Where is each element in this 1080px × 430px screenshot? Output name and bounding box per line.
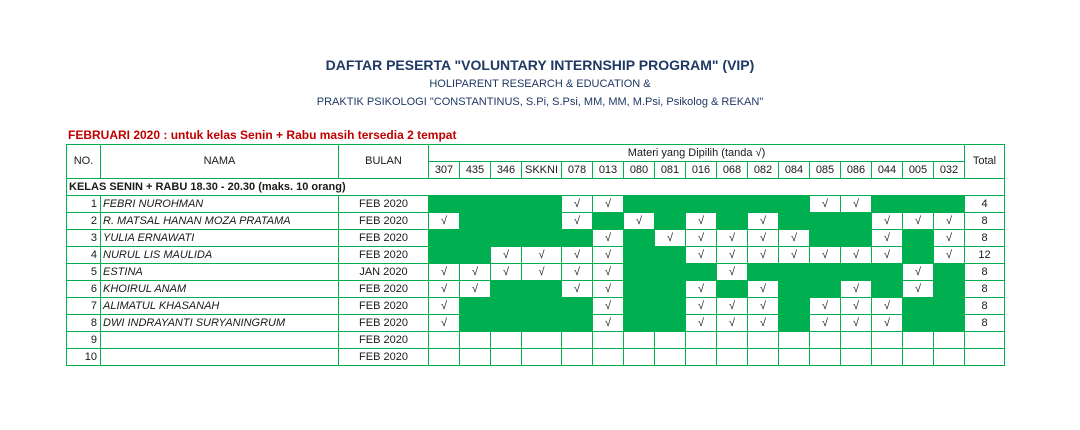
participant-month: JAN 2020 (339, 264, 429, 281)
material-cell-checked: √ (903, 264, 934, 281)
material-cell-unavailable (624, 264, 655, 281)
material-cell-unavailable (717, 196, 748, 213)
material-cell-unavailable (779, 281, 810, 298)
material-cell-empty (810, 332, 841, 349)
material-cell-checked: √ (593, 230, 624, 247)
row-total: 4 (965, 196, 1005, 213)
material-cell-empty (460, 332, 491, 349)
table-row (67, 349, 1005, 366)
table-row (67, 332, 1005, 349)
table-row (67, 196, 1005, 213)
material-cell-checked: √ (934, 213, 965, 230)
material-cell-unavailable (460, 213, 491, 230)
participant-name (101, 349, 339, 366)
material-code-header: 082 (748, 162, 779, 179)
col-no-header: NO. (67, 145, 101, 179)
material-cell-empty (686, 332, 717, 349)
material-code-header: 005 (903, 162, 934, 179)
material-code-header: 013 (593, 162, 624, 179)
participant-name: FEBRI NUROHMAN (101, 196, 339, 213)
material-cell-checked: √ (562, 213, 593, 230)
material-cell-unavailable (491, 230, 522, 247)
material-cell-checked: √ (460, 264, 491, 281)
row-total (965, 349, 1005, 366)
material-cell-unavailable (934, 196, 965, 213)
material-cell-unavailable (748, 196, 779, 213)
material-cell-unavailable (779, 196, 810, 213)
material-code-header: 032 (934, 162, 965, 179)
material-code-header: 435 (460, 162, 491, 179)
material-cell-unavailable (717, 213, 748, 230)
participant-month: FEB 2020 (339, 298, 429, 315)
material-code-header: SKKNI (522, 162, 562, 179)
row-number: 10 (67, 349, 101, 366)
material-cell-unavailable (460, 298, 491, 315)
material-cell-unavailable (624, 315, 655, 332)
material-code-header: 084 (779, 162, 810, 179)
material-code-header: 080 (624, 162, 655, 179)
material-cell-checked: √ (748, 315, 779, 332)
material-cell-unavailable (810, 230, 841, 247)
row-number: 6 (67, 281, 101, 298)
material-cell-checked: √ (429, 281, 460, 298)
material-cell-checked: √ (562, 196, 593, 213)
material-cell-checked: √ (522, 264, 562, 281)
material-code-header: 085 (810, 162, 841, 179)
material-cell-unavailable (491, 196, 522, 213)
row-total: 8 (965, 281, 1005, 298)
row-total (965, 332, 1005, 349)
material-cell-unavailable (841, 264, 872, 281)
material-cell-unavailable (460, 230, 491, 247)
col-total-header: Total (965, 145, 1005, 179)
table-row (67, 247, 1005, 264)
material-cell-unavailable (872, 281, 903, 298)
material-cell-checked: √ (934, 230, 965, 247)
material-cell-unavailable (491, 315, 522, 332)
material-cell-checked: √ (686, 213, 717, 230)
material-cell-checked: √ (491, 247, 522, 264)
material-cell-empty (934, 332, 965, 349)
row-total: 8 (965, 213, 1005, 230)
material-cell-checked: √ (841, 196, 872, 213)
material-cell-unavailable (686, 196, 717, 213)
material-cell-unavailable (562, 315, 593, 332)
material-cell-empty (903, 349, 934, 366)
participant-month: FEB 2020 (339, 196, 429, 213)
material-cell-unavailable (429, 196, 460, 213)
material-cell-empty (872, 349, 903, 366)
material-cell-unavailable (779, 264, 810, 281)
row-number: 2 (67, 213, 101, 230)
material-cell-unavailable (624, 281, 655, 298)
participant-month: FEB 2020 (339, 230, 429, 247)
material-cell-unavailable (562, 230, 593, 247)
material-cell-unavailable (934, 281, 965, 298)
material-cell-unavailable (655, 213, 686, 230)
material-cell-checked: √ (686, 315, 717, 332)
material-cell-unavailable (624, 298, 655, 315)
participant-month: FEB 2020 (339, 281, 429, 298)
material-cell-empty (779, 349, 810, 366)
material-cell-checked: √ (686, 247, 717, 264)
material-cell-checked: √ (655, 230, 686, 247)
material-cell-checked: √ (429, 298, 460, 315)
material-cell-checked: √ (593, 247, 624, 264)
material-code-header: 086 (841, 162, 872, 179)
material-cell-empty (717, 332, 748, 349)
material-cell-unavailable (522, 196, 562, 213)
material-cell-unavailable (655, 247, 686, 264)
material-cell-checked: √ (810, 196, 841, 213)
material-cell-checked: √ (522, 247, 562, 264)
material-code-header: 068 (717, 162, 748, 179)
availability-note: FEBRUARI 2020 : untuk kelas Senin + Rabu masih tersedia 2 tempat (68, 128, 457, 142)
material-cell-checked: √ (491, 264, 522, 281)
row-number: 7 (67, 298, 101, 315)
material-cell-checked: √ (841, 281, 872, 298)
table-row (67, 298, 1005, 315)
material-cell-unavailable (522, 298, 562, 315)
material-cell-checked: √ (686, 298, 717, 315)
participant-table (66, 144, 1005, 366)
participant-name: DWI INDRAYANTI SURYANINGRUM (101, 315, 339, 332)
material-cell-unavailable (522, 230, 562, 247)
material-cell-empty (841, 349, 872, 366)
material-cell-empty (429, 349, 460, 366)
material-code-header: 044 (872, 162, 903, 179)
row-number: 5 (67, 264, 101, 281)
material-cell-unavailable (903, 315, 934, 332)
participant-name: NURUL LIS MAULIDA (101, 247, 339, 264)
material-code-header: 078 (562, 162, 593, 179)
participant-name: YULIA ERNAWATI (101, 230, 339, 247)
material-code-header: 346 (491, 162, 522, 179)
material-cell-checked: √ (717, 264, 748, 281)
material-cell-checked: √ (748, 247, 779, 264)
material-cell-checked: √ (562, 281, 593, 298)
material-cell-empty (562, 349, 593, 366)
material-cell-checked: √ (872, 298, 903, 315)
material-cell-unavailable (903, 196, 934, 213)
material-cell-unavailable (655, 264, 686, 281)
document-subtitle-2: PRAKTIK PSIKOLOGI "CONSTANTINUS, S.Pi, S.Psi, MM, MM, M.Psi, Psikolog & REKAN" (316, 96, 764, 108)
material-cell-empty (460, 349, 491, 366)
material-cell-unavailable (779, 315, 810, 332)
table-row (67, 264, 1005, 281)
material-cell-checked: √ (717, 315, 748, 332)
participant-name: KHOIRUL ANAM (101, 281, 339, 298)
material-cell-checked: √ (872, 247, 903, 264)
material-cell-unavailable (841, 213, 872, 230)
document-title: DAFTAR PESERTA "VOLUNTARY INTERNSHIP PROGRAM" (VIP) (325, 57, 755, 73)
material-cell-checked: √ (593, 298, 624, 315)
material-cell-checked: √ (748, 298, 779, 315)
material-cell-empty (810, 349, 841, 366)
material-cell-checked: √ (562, 264, 593, 281)
participant-name: ALIMATUL KHASANAH (101, 298, 339, 315)
table-row (67, 213, 1005, 230)
material-cell-unavailable (934, 298, 965, 315)
material-cell-empty (522, 349, 562, 366)
material-cell-unavailable (429, 230, 460, 247)
material-cell-checked: √ (872, 315, 903, 332)
material-cell-empty (624, 332, 655, 349)
row-total: 8 (965, 230, 1005, 247)
material-cell-checked: √ (841, 247, 872, 264)
material-cell-checked: √ (717, 298, 748, 315)
material-cell-checked: √ (748, 281, 779, 298)
table-row (67, 315, 1005, 332)
material-cell-checked: √ (429, 315, 460, 332)
material-cell-checked: √ (686, 281, 717, 298)
material-cell-empty (624, 349, 655, 366)
row-total: 8 (965, 298, 1005, 315)
material-cell-unavailable (903, 230, 934, 247)
material-cell-checked: √ (841, 315, 872, 332)
material-cell-unavailable (748, 264, 779, 281)
row-total: 8 (965, 264, 1005, 281)
material-cell-empty (934, 349, 965, 366)
participant-month: FEB 2020 (339, 315, 429, 332)
material-cell-checked: √ (593, 281, 624, 298)
participant-name: ESTINA (101, 264, 339, 281)
material-cell-unavailable (624, 196, 655, 213)
material-cell-unavailable (593, 213, 624, 230)
material-cell-unavailable (655, 281, 686, 298)
material-cell-unavailable (460, 315, 491, 332)
material-cell-unavailable (522, 281, 562, 298)
material-cell-unavailable (779, 298, 810, 315)
material-cell-checked: √ (717, 247, 748, 264)
material-cell-checked: √ (717, 230, 748, 247)
material-cell-checked: √ (779, 230, 810, 247)
participant-month: FEB 2020 (339, 349, 429, 366)
material-cell-unavailable (460, 196, 491, 213)
material-cell-checked: √ (748, 213, 779, 230)
material-cell-empty (655, 332, 686, 349)
material-cell-unavailable (655, 298, 686, 315)
material-cell-unavailable (624, 247, 655, 264)
material-cell-unavailable (460, 247, 491, 264)
material-cell-checked: √ (686, 230, 717, 247)
material-cell-empty (872, 332, 903, 349)
material-cell-unavailable (655, 196, 686, 213)
material-cell-checked: √ (748, 230, 779, 247)
material-cell-empty (686, 349, 717, 366)
material-cell-unavailable (779, 213, 810, 230)
material-cell-empty (841, 332, 872, 349)
material-cell-empty (593, 349, 624, 366)
material-cell-checked: √ (562, 247, 593, 264)
col-materi-header: Materi yang Dipilih (tanda √) (429, 145, 965, 162)
material-cell-empty (491, 332, 522, 349)
row-number: 8 (67, 315, 101, 332)
material-cell-checked: √ (460, 281, 491, 298)
participant-month: FEB 2020 (339, 213, 429, 230)
material-cell-unavailable (934, 264, 965, 281)
material-cell-unavailable (903, 298, 934, 315)
material-cell-unavailable (717, 281, 748, 298)
material-cell-empty (562, 332, 593, 349)
material-cell-checked: √ (903, 281, 934, 298)
material-code-header: 081 (655, 162, 686, 179)
material-cell-unavailable (810, 281, 841, 298)
material-cell-unavailable (429, 247, 460, 264)
material-cell-checked: √ (903, 213, 934, 230)
material-cell-checked: √ (593, 315, 624, 332)
material-cell-empty (717, 349, 748, 366)
row-number: 1 (67, 196, 101, 213)
material-cell-checked: √ (429, 213, 460, 230)
material-cell-empty (491, 349, 522, 366)
material-cell-empty (593, 332, 624, 349)
material-cell-unavailable (903, 247, 934, 264)
col-nama-header: NAMA (101, 145, 339, 179)
material-cell-empty (522, 332, 562, 349)
material-cell-checked: √ (810, 298, 841, 315)
row-number: 9 (67, 332, 101, 349)
document-subtitle-1: HOLIPARENT RESEARCH & EDUCATION & (429, 78, 651, 90)
material-code-header: 307 (429, 162, 460, 179)
material-cell-unavailable (810, 264, 841, 281)
material-cell-unavailable (491, 298, 522, 315)
table-row (67, 230, 1005, 247)
participant-month: FEB 2020 (339, 332, 429, 349)
material-cell-checked: √ (779, 247, 810, 264)
material-cell-checked: √ (810, 247, 841, 264)
material-cell-checked: √ (872, 230, 903, 247)
row-number: 3 (67, 230, 101, 247)
material-cell-unavailable (841, 230, 872, 247)
material-cell-empty (903, 332, 934, 349)
material-cell-checked: √ (934, 247, 965, 264)
material-cell-checked: √ (841, 298, 872, 315)
participant-month: FEB 2020 (339, 247, 429, 264)
table-row (67, 281, 1005, 298)
participant-name (101, 332, 339, 349)
material-cell-unavailable (522, 213, 562, 230)
material-cell-empty (655, 349, 686, 366)
material-cell-empty (779, 332, 810, 349)
material-cell-unavailable (934, 315, 965, 332)
material-cell-checked: √ (624, 213, 655, 230)
material-cell-unavailable (686, 264, 717, 281)
material-cell-unavailable (872, 264, 903, 281)
material-cell-empty (748, 349, 779, 366)
section-heading: KELAS SENIN + RABU 18.30 - 20.30 (maks. 10 orang) (67, 179, 1005, 196)
material-code-header: 016 (686, 162, 717, 179)
material-cell-unavailable (655, 315, 686, 332)
row-total: 12 (965, 247, 1005, 264)
material-cell-checked: √ (810, 315, 841, 332)
material-cell-checked: √ (872, 213, 903, 230)
material-cell-checked: √ (593, 196, 624, 213)
material-cell-unavailable (491, 281, 522, 298)
row-total: 8 (965, 315, 1005, 332)
row-number: 4 (67, 247, 101, 264)
material-cell-checked: √ (593, 264, 624, 281)
material-cell-unavailable (491, 213, 522, 230)
material-cell-unavailable (872, 196, 903, 213)
material-cell-unavailable (562, 298, 593, 315)
material-cell-unavailable (810, 213, 841, 230)
participant-name: R. MATSAL HANAN MOZA PRATAMA (101, 213, 339, 230)
material-cell-checked: √ (429, 264, 460, 281)
material-cell-unavailable (624, 230, 655, 247)
material-cell-unavailable (522, 315, 562, 332)
material-cell-empty (748, 332, 779, 349)
material-cell-empty (429, 332, 460, 349)
col-bulan-header: BULAN (339, 145, 429, 179)
